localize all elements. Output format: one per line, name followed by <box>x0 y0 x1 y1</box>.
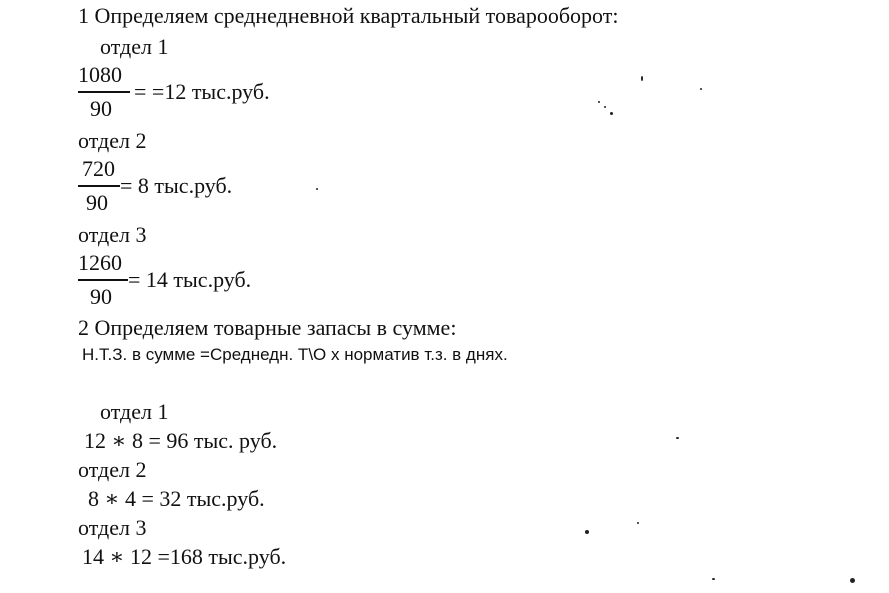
dept1-fraction-bar <box>78 91 130 93</box>
s2-dept2-label: отдел 2 <box>78 457 147 482</box>
scan-speck <box>712 578 715 580</box>
dept3-denominator: 90 <box>90 284 112 309</box>
dept2-result: = 8 тыс.руб. <box>120 173 233 198</box>
dept1-label: отдел 1 <box>100 34 169 59</box>
scan-speck <box>604 106 606 108</box>
scan-speck <box>316 188 318 190</box>
section2-heading: 2 Определяем товарные запасы в сумме: <box>78 315 457 340</box>
dept2-fraction-bar <box>78 185 120 187</box>
dept3-result: = 14 тыс.руб. <box>128 267 252 292</box>
dept3-numerator: 1260 <box>78 250 122 275</box>
dept2-numerator: 720 <box>82 156 115 181</box>
section2-formula: Н.Т.З. в сумме =Среднедн. Т\О х норматив т.з. в днях. <box>82 345 508 364</box>
scan-speck <box>637 522 639 524</box>
dept3-label: отдел 3 <box>78 222 147 247</box>
s2-dept3-calc: 14 ∗ 12 =168 тыс.руб. <box>82 544 287 569</box>
s2-dept1-calc: 12 ∗ 8 = 96 тыс. руб. <box>84 428 278 453</box>
dept1-numerator: 1080 <box>78 62 122 87</box>
s2-dept2-calc: 8 ∗ 4 = 32 тыс.руб. <box>88 486 265 511</box>
dept3-fraction-bar <box>78 279 128 281</box>
scan-speck <box>610 112 613 115</box>
scan-speck <box>700 88 702 90</box>
scan-speck <box>585 530 589 534</box>
scan-speck <box>850 578 855 583</box>
scan-speck <box>641 76 643 81</box>
dept1-result: = =12 тыс.руб. <box>134 79 270 104</box>
s2-dept1-label: отдел 1 <box>100 399 169 424</box>
dept2-denominator: 90 <box>86 190 108 215</box>
scan-speck <box>598 101 600 103</box>
dept1-denominator: 90 <box>90 96 112 121</box>
section1-heading: 1 Определяем среднедневной квартальный товарооборот: <box>78 3 619 28</box>
dept2-label: отдел 2 <box>78 128 147 153</box>
scan-speck <box>676 437 679 439</box>
s2-dept3-label: отдел 3 <box>78 515 147 540</box>
